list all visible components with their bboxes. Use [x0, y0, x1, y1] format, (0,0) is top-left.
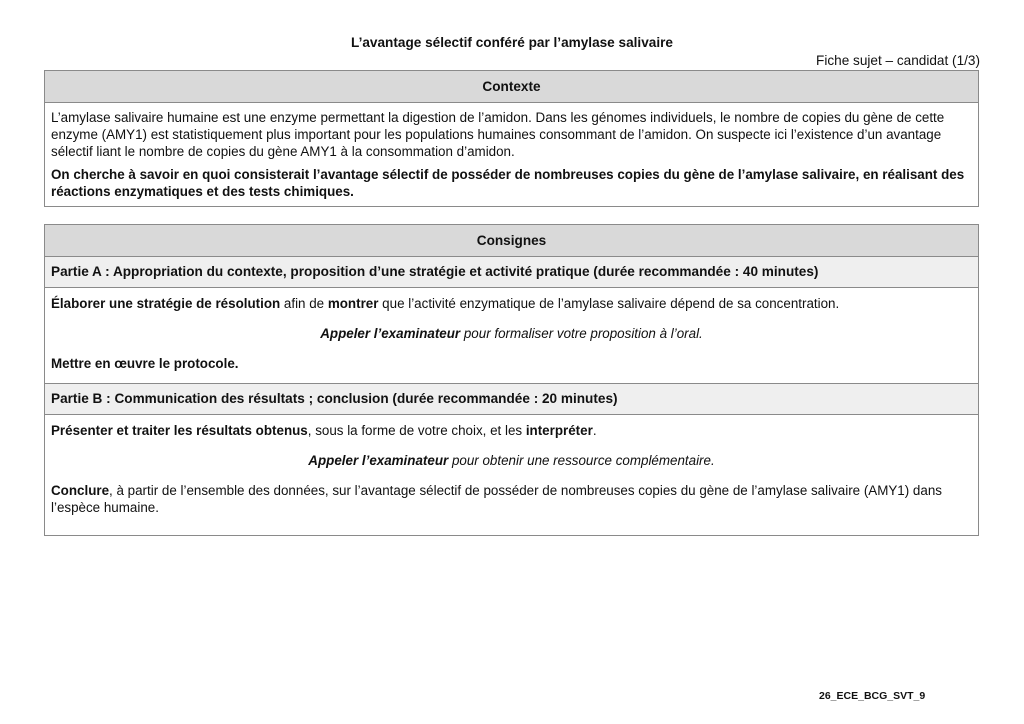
contexte-body	[45, 103, 978, 206]
partie-a-title: Partie A : Appropriation du contexte, proposition d’une stratégie et activité pratique (durée recommandée : 40 minutes)	[45, 257, 978, 288]
contexte-objective: On cherche à savoir en quoi consisterait l’avantage sélectif de posséder de nombreuses copies du gène de l’amylase salivaire, en réalisant des réactions enzymatiques et des tests chimiques.	[51, 167, 965, 199]
partie-b-instruction	[51, 422, 972, 439]
consignes-heading: Consignes	[45, 225, 978, 257]
instruction-text: , sous la forme de votre choix, et les	[307, 423, 526, 438]
instruction-bold: Présenter et traiter les résultats obtenus	[51, 423, 308, 438]
partie-a-call-examiner	[51, 325, 972, 342]
call-examiner-bold: Appeler l’examinateur	[320, 326, 461, 341]
call-examiner-text: pour formaliser votre proposition à l’oral.	[460, 326, 703, 341]
partie-a-body	[45, 288, 978, 384]
document-title: L’avantage sélectif conféré par l’amylase salivaire	[351, 35, 673, 50]
conclude-text: , à partir de l’ensemble des données, sur l’avantage sélectif de posséder de nombreuses copies du gène de l’amylase salivaire (AMY1) dans l’espèce humaine.	[51, 483, 942, 515]
partie-a-protocol: Mettre en œuvre le protocole.	[51, 356, 239, 371]
consignes-box	[44, 224, 979, 536]
partie-a-instruction	[51, 295, 972, 312]
conclude-bold: Conclure	[51, 483, 110, 498]
contexte-box	[44, 70, 979, 207]
partie-b-conclude	[51, 482, 972, 516]
fiche-label: Fiche sujet – candidat (1/3)	[816, 53, 980, 68]
instruction-bold: interpréter	[525, 423, 593, 438]
instruction-bold: Élaborer une stratégie de résolution	[51, 296, 281, 311]
partie-b-call-examiner	[51, 452, 972, 469]
call-examiner-bold: Appeler l’examinateur	[308, 453, 449, 468]
instruction-bold: montrer	[327, 296, 379, 311]
partie-b-body	[45, 415, 978, 522]
contexte-paragraph: L’amylase salivaire humaine est une enzyme permettant la digestion de l’amidon. Dans les génomes individuels, le nombre de copies du gène de cette enzyme (AMY1) est statistiquement plus important pour les populations humaines consommant de l’amidon. On suspecte ici l’existence d’un avantage sélectif liant le nombre de copies du gène AMY1 à la consommation d’amidon.	[51, 110, 945, 159]
contexte-heading: Contexte	[45, 71, 978, 103]
instruction-text: que l’activité enzymatique de l’amylase salivaire dépend de sa concentration.	[378, 296, 840, 311]
call-examiner-text: pour obtenir une ressource complémentaire.	[448, 453, 715, 468]
instruction-text: afin de	[280, 296, 328, 311]
partie-b-title: Partie B : Communication des résultats ; conclusion (durée recommandée : 20 minutes)	[45, 384, 978, 415]
document-code: 26_ECE_BCG_SVT_9	[819, 690, 926, 702]
instruction-text: .	[592, 423, 597, 438]
